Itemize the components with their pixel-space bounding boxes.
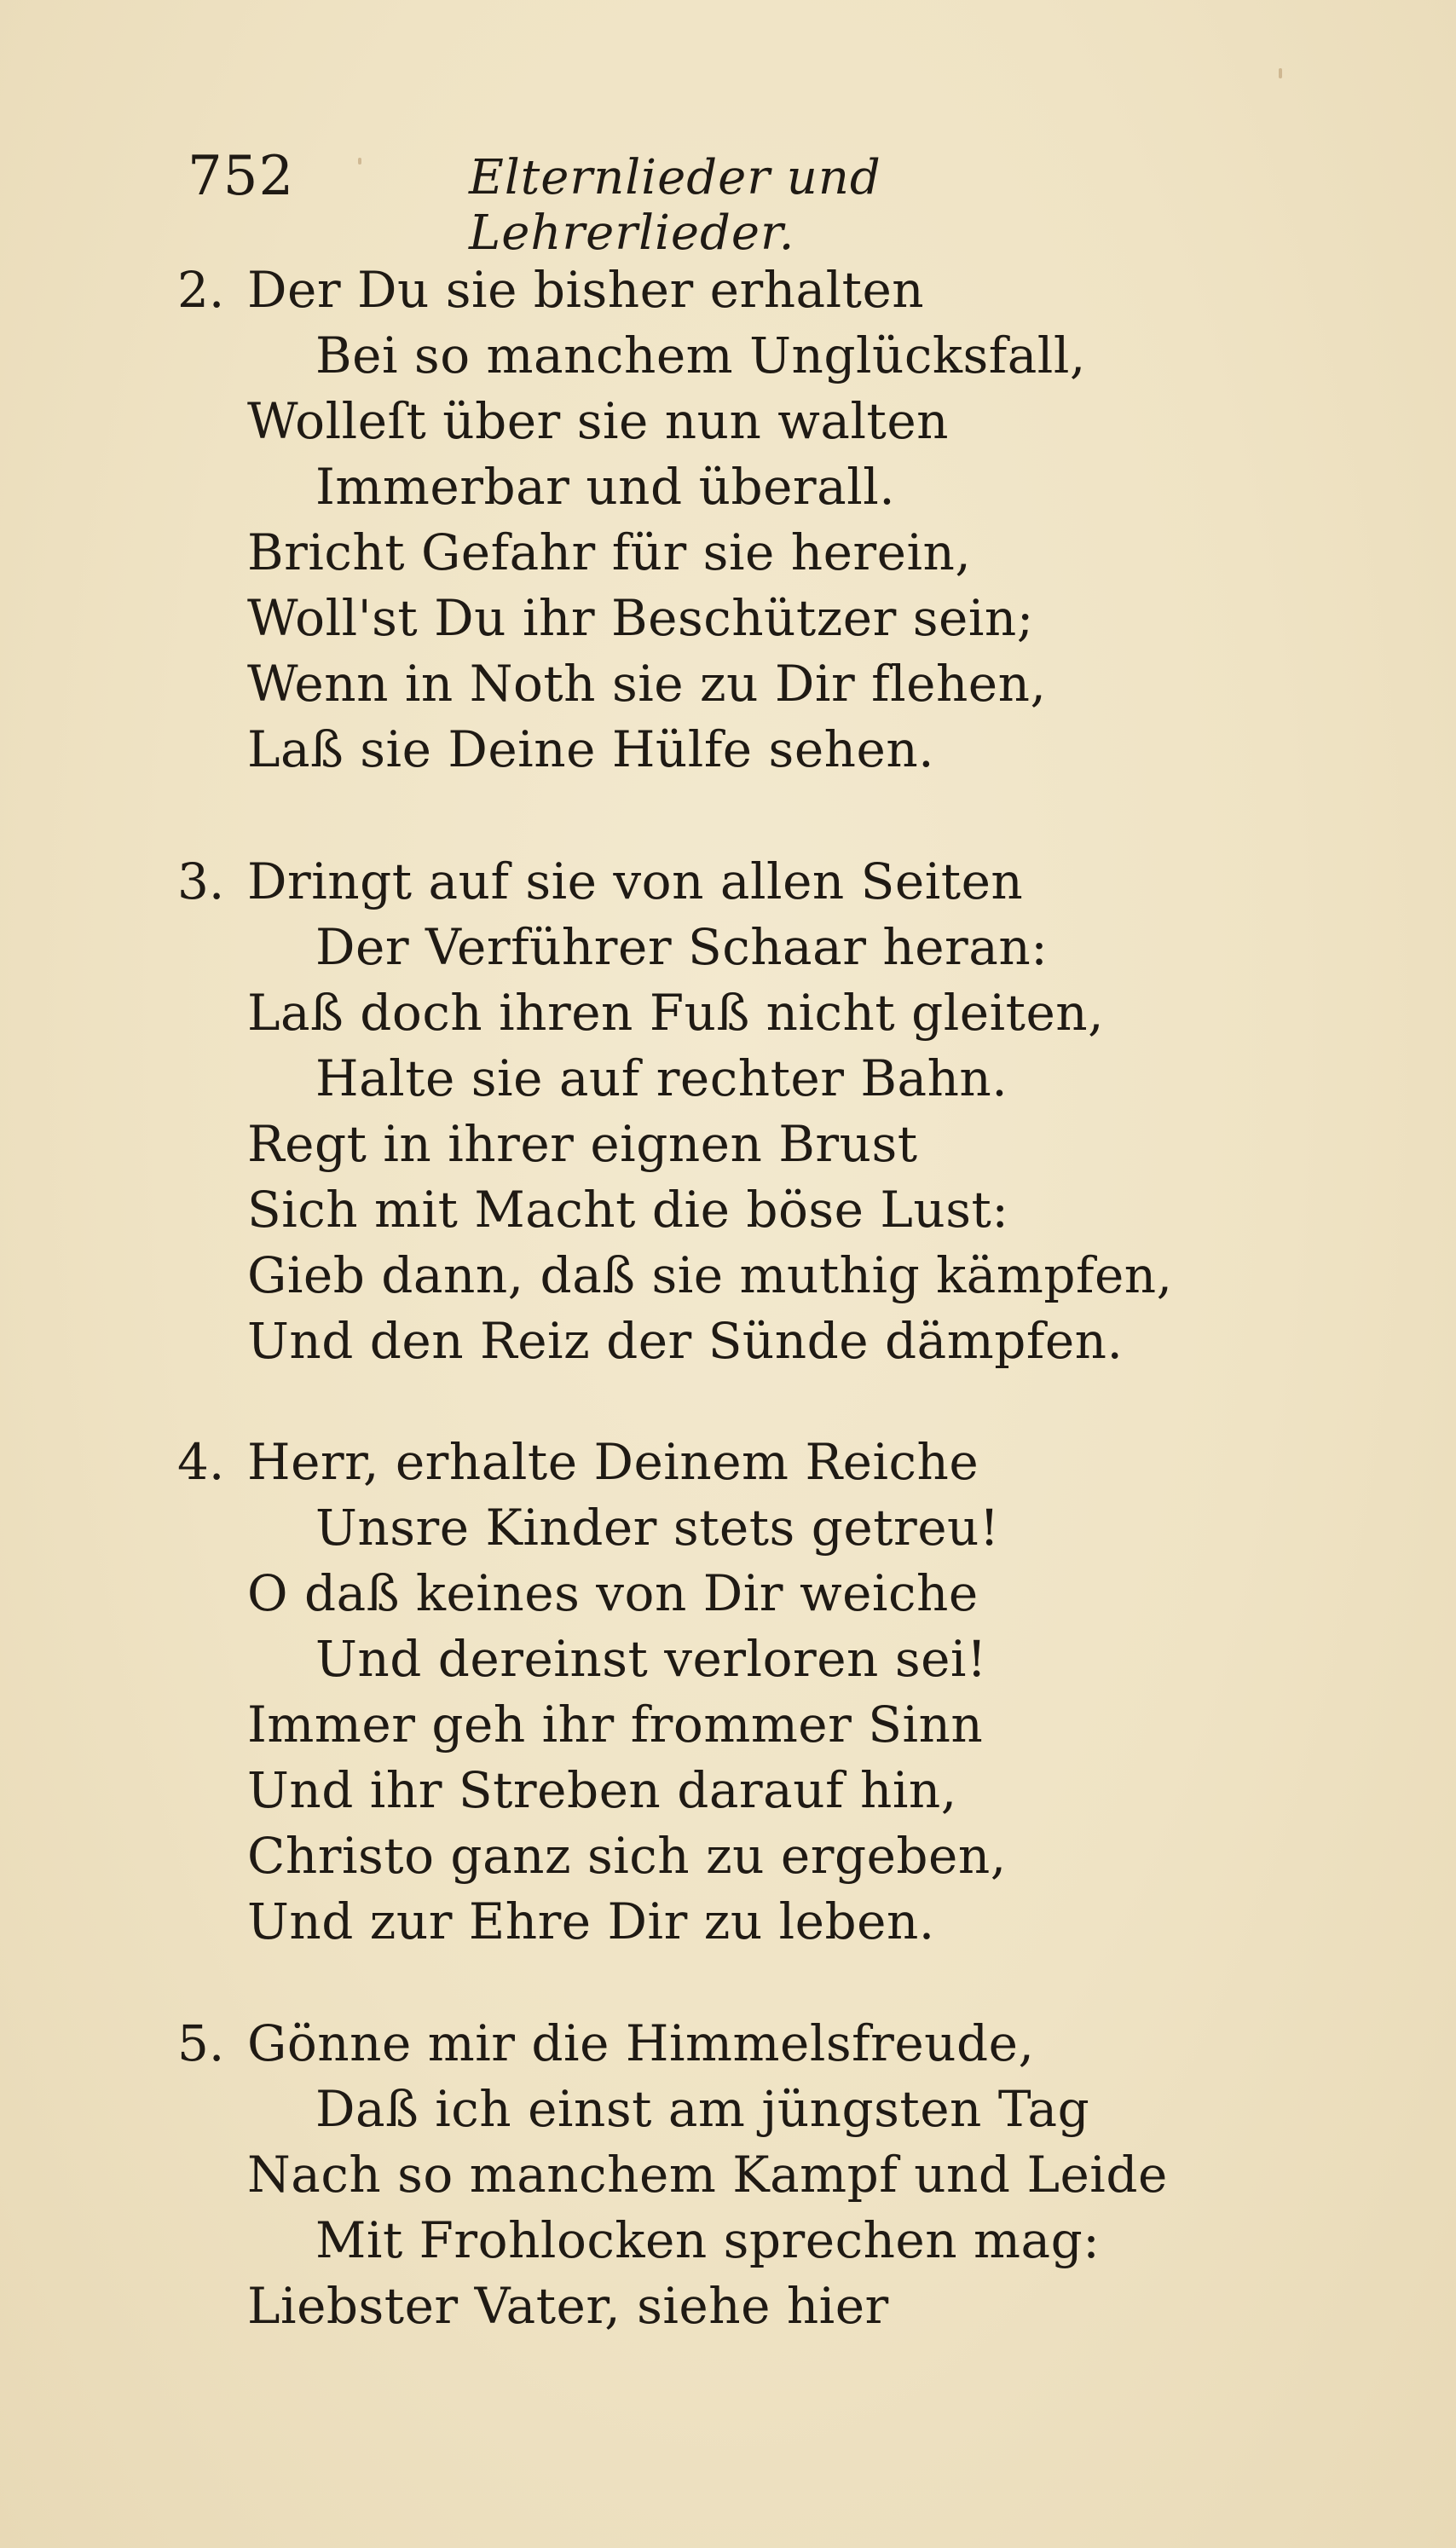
verse-number: 2. xyxy=(177,261,225,319)
verse-line: Gönne mir die Himmelsfreude, xyxy=(247,2014,1035,2072)
verse-line: Dringt auf sie von allen Seiten xyxy=(247,852,1024,910)
verse-line: Liebster Vater, siehe hier xyxy=(247,2277,889,2335)
verse-line: Christo ganz sich zu ergeben, xyxy=(247,1827,1007,1885)
verse-line: Sich mit Macht die böse Lust: xyxy=(247,1181,1009,1239)
verse-line: Immer geh ihr frommer Sinn xyxy=(247,1696,984,1754)
verse-2 xyxy=(177,257,1313,783)
verse-number: 3. xyxy=(177,852,225,910)
verse-line: Wolleſt über sie nun walten xyxy=(247,392,950,450)
verse-line: Daß ich einst am jüngsten Tag xyxy=(315,2080,1090,2138)
verse-line: Unsre Kinder stets getreu! xyxy=(315,1499,1000,1557)
page-number: 752 xyxy=(188,145,295,208)
verse-line: Nach so manchem Kampf und Leide xyxy=(247,2146,1168,2204)
verse-line: Und den Reiz der Sünde dämpfen. xyxy=(247,1312,1124,1370)
verse-line: Mit Frohlocken sprechen mag: xyxy=(315,2211,1101,2269)
running-title: Elternlieder und Lehrerlieder. xyxy=(469,150,881,261)
verse-number: 5. xyxy=(177,2014,225,2072)
verse-line: Gieb dann, daß sie muthig kämpfen, xyxy=(247,1246,1173,1304)
verse-line: Und zur Ehre Dir zu leben. xyxy=(247,1892,935,1950)
verse-line: Bricht Gefahr für sie herein, xyxy=(247,523,972,581)
page-header xyxy=(188,145,1142,261)
verse-line: Wenn in Noth sie zu Dir flehen, xyxy=(247,655,1047,713)
verse-number: 4. xyxy=(177,1433,225,1491)
paper-speck xyxy=(358,158,361,165)
paper-speck xyxy=(1279,68,1282,78)
verse-line: Halte sie auf rechter Bahn. xyxy=(315,1049,1008,1107)
verse-line: O daß keines von Dir weiche xyxy=(247,1564,979,1622)
verse-5 xyxy=(177,2011,1313,2339)
verse-line: Immerbar und überall. xyxy=(315,458,896,516)
verse-line: Und ihr Streben darauf hin, xyxy=(247,1761,957,1819)
verse-line: Woll'st Du ihr Beschützer sein; xyxy=(247,589,1034,647)
verse-line: Bei so manchem Unglücksfall, xyxy=(315,326,1086,384)
verse-line: Laß doch ihren Fuß nicht gleiten, xyxy=(247,984,1105,1042)
verse-4 xyxy=(177,1430,1313,1955)
verse-line: Herr, erhalte Deinem Reiche xyxy=(247,1433,979,1491)
verse-line: Und dereinst verloren sei! xyxy=(315,1630,987,1688)
verse-line: Laß sie Deine Hülfe sehen. xyxy=(247,720,935,778)
verse-line: Der Verführer Schaar heran: xyxy=(315,918,1049,976)
verse-3 xyxy=(177,849,1313,1374)
verse-line: Der Du sie bisher erhalten xyxy=(247,261,925,319)
verse-line: Regt in ihrer eignen Brust xyxy=(247,1115,918,1173)
